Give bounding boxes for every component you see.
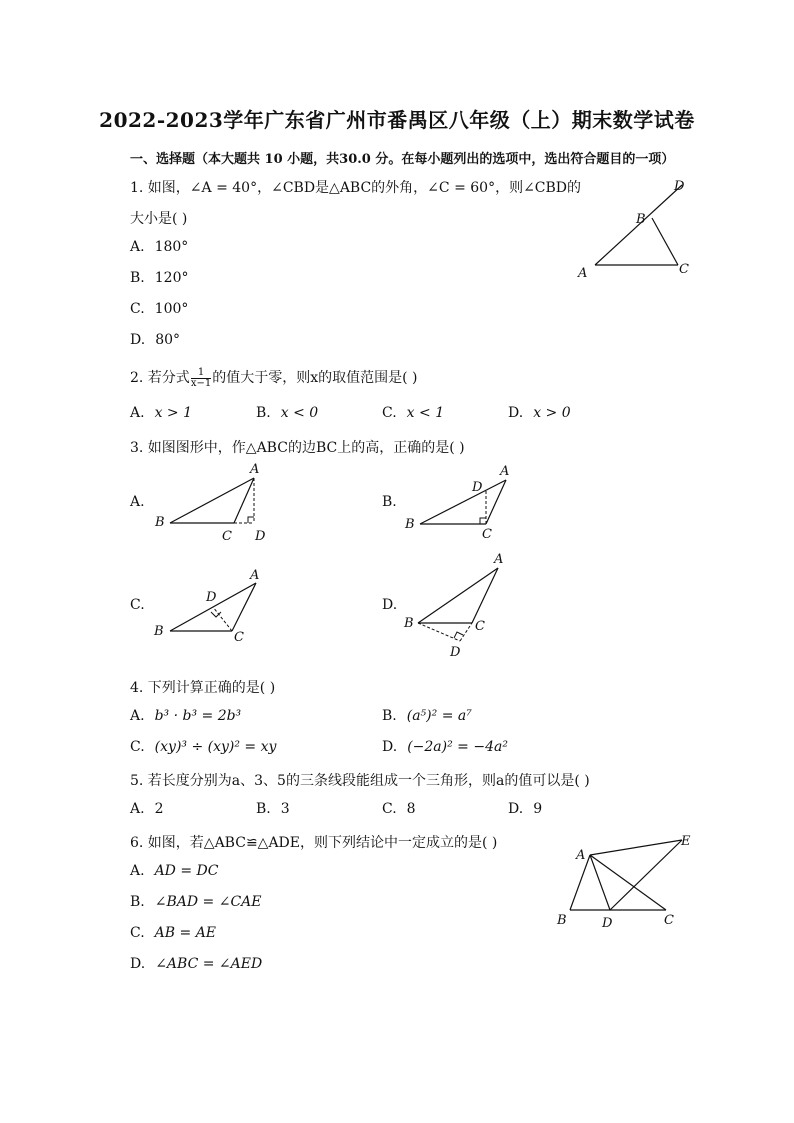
q4-option-c[interactable]: C. (xy)³ ÷ (xy)² = xy: [130, 739, 277, 755]
q3d-label-c: C: [475, 619, 485, 634]
q1-option-d[interactable]: D. 80°: [130, 332, 181, 348]
question-4-text: 4. 下列计算正确的是( ): [130, 680, 276, 696]
q6-label-e: E: [681, 834, 691, 849]
q6-congruent-triangles-figure: [550, 830, 700, 935]
q1-label-a: A: [578, 266, 588, 281]
q2-option-b[interactable]: B. x < 0: [256, 405, 319, 421]
q3-figure-b: [400, 460, 530, 545]
question-2-text: 2. 若分式 $\frac{1}{x-1}$ 的值大于零，则x的取值范围是( ): [130, 366, 418, 389]
q2-option-a[interactable]: A. x > 1: [130, 405, 192, 421]
q3-option-a[interactable]: A.: [130, 494, 145, 510]
q3c-label-c: C: [234, 630, 244, 645]
q6-option-a[interactable]: A. AD = DC: [130, 863, 219, 879]
q3c-label-d: D: [206, 590, 217, 605]
q1-triangle-figure: [570, 175, 700, 285]
q6-label-c: C: [664, 913, 674, 928]
q1-label-c: C: [679, 262, 689, 277]
q6-option-d[interactable]: D. ∠ABC = ∠AED: [130, 956, 263, 972]
q1-option-c[interactable]: C. 100°: [130, 301, 189, 317]
q3b-label-a: A: [500, 464, 510, 479]
q5-option-b[interactable]: B. 3: [256, 801, 290, 817]
q3d-label-d: D: [450, 645, 461, 660]
q3d-label-a: A: [494, 552, 504, 567]
q3c-label-b: B: [154, 624, 164, 639]
q3-option-c[interactable]: C.: [130, 597, 145, 613]
question-3-text: 3. 如图图形中，作△ABC的边BC上的高，正确的是( ): [130, 440, 465, 456]
question-1-text: 1. 如图，∠A = 40°，∠CBD是△ABC的外角，∠C = 60°，则∠CBD的: [130, 180, 582, 196]
q3b-label-b: B: [405, 517, 415, 532]
q1-label-b: B: [636, 212, 646, 227]
q1-option-a[interactable]: A. 180°: [130, 239, 189, 255]
q3a-label-d: D: [255, 529, 266, 544]
q6-option-b[interactable]: B. ∠BAD = ∠CAE: [130, 894, 262, 910]
q3-figure-d: [400, 550, 530, 660]
q2-fraction: $\frac{1}{x-1}$: [190, 366, 212, 389]
question-5-text: 5. 若长度分别为a、3、5的三条线段能组成一个三角形，则a的值可以是( ): [130, 773, 590, 789]
q3b-label-d: D: [472, 480, 483, 495]
q4-option-d[interactable]: D. (−2a)² = −4a²: [382, 739, 508, 755]
q1-label-d: D: [674, 179, 685, 194]
q5-option-c[interactable]: C. 8: [382, 801, 416, 817]
q3b-label-c: C: [482, 527, 492, 542]
question-6-text: 6. 如图，若△ABC≌△ADE，则下列结论中一定成立的是( ): [130, 835, 498, 851]
q3-option-d[interactable]: D.: [382, 597, 398, 613]
question-1-text-cont: 大小是( ): [130, 211, 188, 227]
q6-option-c[interactable]: C. AB = AE: [130, 925, 217, 941]
q6-label-a: A: [576, 848, 586, 863]
q5-option-d[interactable]: D. 9: [508, 801, 543, 817]
q3a-label-b: B: [155, 515, 165, 530]
section-heading: 一、选择题（本大题共 10 小题，共30.0 分。在每小题列出的选项中，选出符合题目的一项）: [130, 152, 675, 167]
q2-option-d[interactable]: D. x > 0: [508, 405, 571, 421]
q6-label-d: D: [602, 916, 613, 931]
q3a-label-a: A: [250, 462, 260, 477]
q4-option-a[interactable]: A. b³ · b³ = 2b³: [130, 708, 242, 724]
q3a-label-c: C: [222, 529, 232, 544]
q1-option-b[interactable]: B. 120°: [130, 270, 189, 286]
q3-option-b[interactable]: B.: [382, 494, 397, 510]
q2-option-c[interactable]: C. x < 1: [382, 405, 445, 421]
q3-figure-c: [150, 565, 280, 650]
q4-option-b[interactable]: B. (a⁵)² = a⁷: [382, 708, 472, 724]
page-title: 2022-2023学年广东省广州市番禺区八年级（上）期末数学试卷: [99, 108, 695, 132]
q6-label-b: B: [557, 913, 567, 928]
q5-option-a[interactable]: A. 2: [130, 801, 164, 817]
q3-figure-a: [150, 460, 280, 545]
q3d-label-b: B: [404, 616, 414, 631]
q3c-label-a: A: [250, 568, 260, 583]
